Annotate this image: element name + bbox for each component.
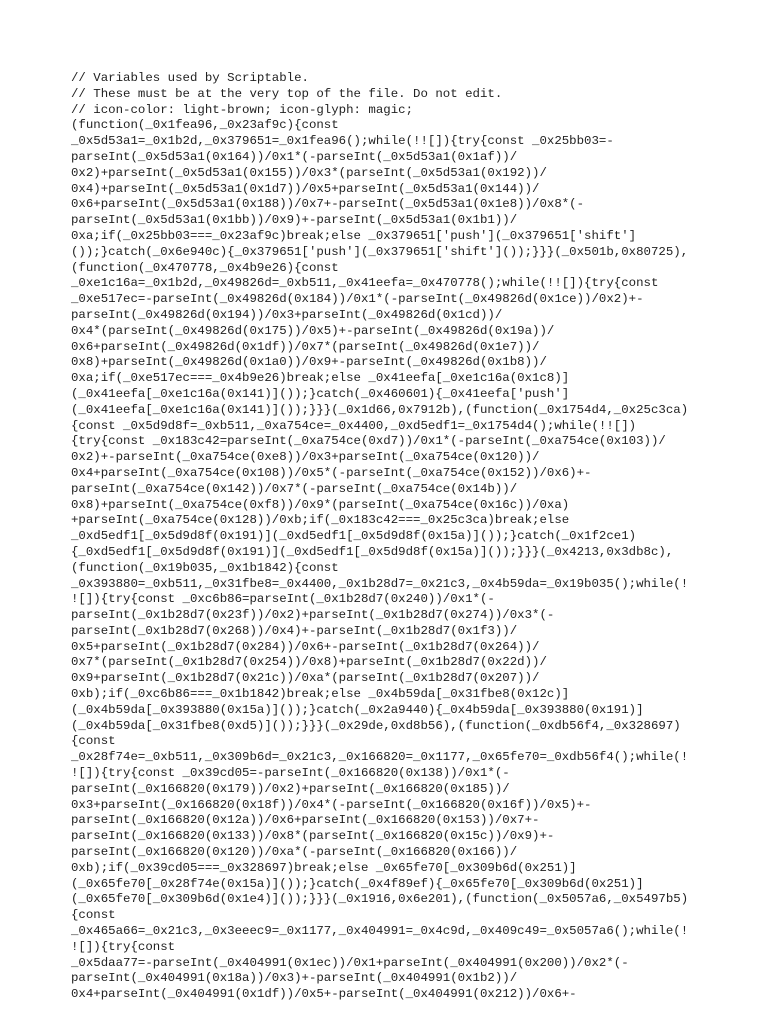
code-line: _0x28f74e=_0xb511,_0x309b6d=_0x21c3,_0x166820=_0x1177,_0x65fe70=_0xdb56f4();while(! bbox=[71, 750, 689, 765]
code-line: (_0x65fe70[_0x309b6d(0x1e4)]());}}}(_0x1916,0x6e201),(function(_0x5057a6,_0x5497b5) bbox=[71, 892, 689, 907]
code-line: 0x9+parseInt(_0x1b28d7(0x21c))/0xa*(parseInt(_0x1b28d7(0x207))/ bbox=[71, 671, 540, 686]
code-line: {const _0x5d9d8f=_0xb511,_0xa754ce=_0x4400,_0xd5edf1=_0x1754d4();while(!![]) bbox=[71, 418, 637, 433]
code-line: parseInt(_0x166820(0x133))/0x8*(parseInt(_0x166820(0x15c))/0x9)+- bbox=[71, 829, 555, 844]
code-line: ());}catch(_0x6e940c){_0x379651['push'](_0x379651['shift']());}}}(_0x501b,0x80725), bbox=[71, 244, 689, 259]
code-line: // icon-color: light-brown; icon-glyph: magic; bbox=[71, 102, 414, 117]
code-line: _0x5daa77=-parseInt(_0x404991(0x1ec))/0x1+parseInt(_0x404991(0x200))/0x2*(- bbox=[71, 955, 629, 970]
code-line: ![]){try{const bbox=[71, 939, 176, 954]
code-line: 0xb);if(_0xc6b86===_0x1b1842)break;else _0x4b59da[_0x31fbe8(0x12c)] bbox=[71, 687, 570, 702]
code-line: parseInt(_0x1b28d7(0x268))/0x4)+-parseInt(_0x1b28d7(0x1f3))/ bbox=[71, 623, 518, 638]
code-line: (function(_0x19b035,_0x1b1842){const bbox=[71, 560, 339, 575]
code-line: _0x5d53a1=_0x1b2d,_0x379651=_0x1fea96();while(!![]){try{const _0x25bb03=- bbox=[71, 134, 614, 149]
code-line: (_0x41eefa[_0xe1c16a(0x141)]());}catch(_0x460601){_0x41eefa['push'] bbox=[71, 386, 570, 401]
code-line: 0x4)+parseInt(_0x5d53a1(0x1d7))/0x5+parseInt(_0x5d53a1(0x144))/ bbox=[71, 181, 540, 196]
code-line: _0xe517ec=-parseInt(_0x49826d(0x184))/0x1*(-parseInt(_0x49826d(0x1ce))/0x2)+- bbox=[71, 292, 644, 307]
code-line: (_0x4b59da[_0x31fbe8(0xd5)]());}}}(_0x29de,0xd8b56),(function(_0xdb56f4,_0x328697) bbox=[71, 718, 681, 733]
code-line: _0xe1c16a=_0x1b2d,_0x49826d=_0xb511,_0x41eefa=_0x470778();while(!![]){try{const bbox=[71, 276, 659, 291]
code-line: {const bbox=[71, 908, 116, 923]
code-line: 0x2)+parseInt(_0x5d53a1(0x155))/0x3*(parseInt(_0x5d53a1(0x192))/ bbox=[71, 165, 547, 180]
code-line: 0xa;if(_0x25bb03===_0x23af9c)break;else _0x379651['push'](_0x379651['shift'] bbox=[71, 228, 637, 243]
code-line: 0x6+parseInt(_0x49826d(0x1df))/0x7*(parseInt(_0x49826d(0x1e7))/ bbox=[71, 339, 540, 354]
code-line: ![]){try{const _0xc6b86=parseInt(_0x1b28d7(0x240))/0x1*(- bbox=[71, 592, 495, 607]
code-line: 0x3+parseInt(_0x166820(0x18f))/0x4*(-parseInt(_0x166820(0x16f))/0x5)+- bbox=[71, 797, 592, 812]
code-line: {_0xd5edf1[_0x5d9d8f(0x191)](_0xd5edf1[_0x5d9d8f(0x15a)]());}}}(_0x4213,0x3db8c), bbox=[71, 544, 674, 559]
code-line: 0x7*(parseInt(_0x1b28d7(0x254))/0x8)+parseInt(_0x1b28d7(0x22d))/ bbox=[71, 655, 547, 670]
code-line: (function(_0x1fea96,_0x23af9c){const bbox=[71, 118, 339, 133]
code-line: {const bbox=[71, 734, 116, 749]
code-line: ![]){try{const _0x39cd05=-parseInt(_0x166820(0x138))/0x1*(- bbox=[71, 766, 510, 781]
code-line: parseInt(_0x166820(0x179))/0x2)+parseInt(_0x166820(0x185))/ bbox=[71, 781, 510, 796]
code-line: 0x2)+-parseInt(_0xa754ce(0xe8))/0x3+parseInt(_0xa754ce(0x120))/ bbox=[71, 450, 540, 465]
code-line: 0x6+parseInt(_0x5d53a1(0x188))/0x7+-parseInt(_0x5d53a1(0x1e8))/0x8*(- bbox=[71, 197, 585, 212]
code-line: parseInt(_0x5d53a1(0x164))/0x1*(-parseInt(_0x5d53a1(0x1af))/ bbox=[71, 149, 518, 164]
code-line: parseInt(_0x404991(0x18a))/0x3)+-parseInt(_0x404991(0x1b2))/ bbox=[71, 971, 518, 986]
code-line: parseInt(_0x1b28d7(0x23f))/0x2)+parseInt(_0x1b28d7(0x274))/0x3*(- bbox=[71, 608, 555, 623]
code-line: (_0x4b59da[_0x393880(0x15a)]());}catch(_0x2a9440){_0x4b59da[_0x393880(0x191)] bbox=[71, 702, 644, 717]
code-line: _0xd5edf1[_0x5d9d8f(0x191)](_0xd5edf1[_0x5d9d8f(0x15a)]());}catch(_0x1f2ce1) bbox=[71, 529, 637, 544]
code-line: 0x8)+parseInt(_0x49826d(0x1a0))/0x9+-parseInt(_0x49826d(0x1b8))/ bbox=[71, 355, 547, 370]
code-line: 0x5+parseInt(_0x1b28d7(0x284))/0x6+-parseInt(_0x1b28d7(0x264))/ bbox=[71, 639, 540, 654]
code-line: parseInt(_0x49826d(0x194))/0x3+parseInt(_0x49826d(0x1cd))/ bbox=[71, 307, 503, 322]
code-line: +parseInt(_0xa754ce(0x128))/0xb;if(_0x183c42===_0x25c3ca)break;else bbox=[71, 513, 570, 528]
code-line: parseInt(_0xa754ce(0x142))/0x7*(-parseInt(_0xa754ce(0x14b))/ bbox=[71, 481, 518, 496]
code-line: (_0x65fe70[_0x28f74e(0x15a)]());}catch(_0x4f89ef){_0x65fe70[_0x309b6d(0x251)] bbox=[71, 876, 644, 891]
code-line: // Variables used by Scriptable. bbox=[71, 71, 309, 85]
code-line: _0x393880=_0xb511,_0x31fbe8=_0x4400,_0x1b28d7=_0x21c3,_0x4b59da=_0x19b035();while(! bbox=[71, 576, 689, 591]
code-line: 0x4*(parseInt(_0x49826d(0x175))/0x5)+-parseInt(_0x49826d(0x19a))/ bbox=[71, 323, 555, 338]
code-line: (function(_0x470778,_0x4b9e26){const bbox=[71, 260, 339, 275]
code-line: parseInt(_0x166820(0x120))/0xa*(-parseInt(_0x166820(0x166))/ bbox=[71, 845, 518, 860]
code-line: 0x4+parseInt(_0x404991(0x1df))/0x5+-parseInt(_0x404991(0x212))/0x6+- bbox=[71, 987, 577, 1002]
code-line: // These must be at the very top of the file. Do not edit. bbox=[71, 86, 503, 101]
code-line: (_0x41eefa[_0xe1c16a(0x141)]());}}}(_0x1d66,0x7912b),(function(_0x1754d4,_0x25c3ca) bbox=[71, 402, 689, 417]
code-line: 0xb);if(_0x39cd05===_0x328697)break;else _0x65fe70[_0x309b6d(0x251)] bbox=[71, 860, 577, 875]
code-line: 0x8)+parseInt(_0xa754ce(0xf8))/0x9*(parseInt(_0xa754ce(0x16c))/0xa) bbox=[71, 497, 570, 512]
code-line: parseInt(_0x5d53a1(0x1bb))/0x9)+-parseInt(_0x5d53a1(0x1b1))/ bbox=[71, 213, 518, 228]
code-line: parseInt(_0x166820(0x12a))/0x6+parseInt(_0x166820(0x153))/0x7+- bbox=[71, 813, 540, 828]
code-line: 0xa;if(_0xe517ec===_0x4b9e26)break;else _0x41eefa[_0xe1c16a(0x1c8)] bbox=[71, 371, 570, 386]
code-line: _0x465a66=_0x21c3,_0x3eeec9=_0x1177,_0x404991=_0x4c9d,_0x409c49=_0x5057a6();while(! bbox=[71, 924, 689, 939]
code-text-block bbox=[71, 71, 697, 1003]
code-line: {try{const _0x183c42=parseInt(_0xa754ce(0xd7))/0x1*(-parseInt(_0xa754ce(0x103))/ bbox=[71, 434, 666, 449]
code-line: 0x4+parseInt(_0xa754ce(0x108))/0x5*(-parseInt(_0xa754ce(0x152))/0x6)+- bbox=[71, 465, 592, 480]
